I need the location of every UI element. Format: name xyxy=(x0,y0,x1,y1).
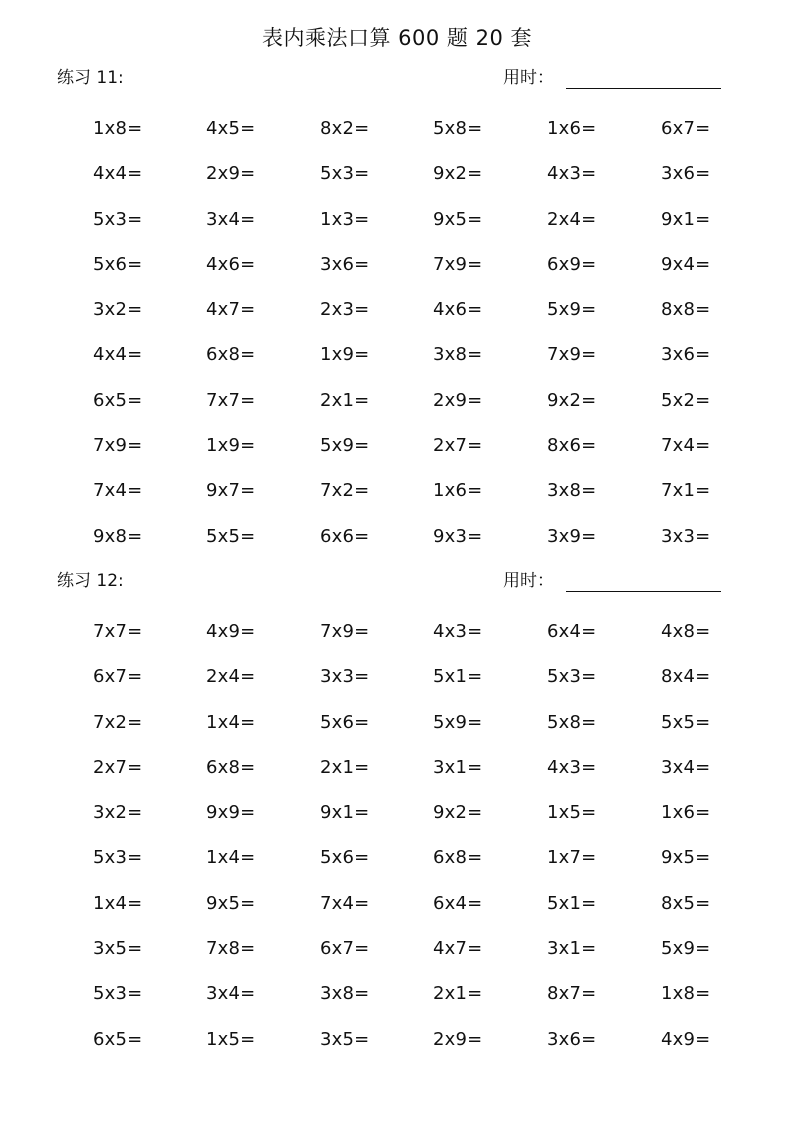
problem-row xyxy=(0,801,794,846)
math-problem: 3x9= xyxy=(547,525,597,547)
math-problem: 3x6= xyxy=(661,344,711,366)
math-problem: 9x1= xyxy=(320,802,370,824)
math-problem: 9x5= xyxy=(661,847,711,869)
math-problem: 5x9= xyxy=(547,299,597,321)
problem-row xyxy=(0,711,794,756)
math-problem: 7x9= xyxy=(93,435,143,457)
problem-row xyxy=(0,937,794,982)
section-header xyxy=(0,569,794,595)
time-label: 用时： xyxy=(503,571,554,591)
math-problem: 9x9= xyxy=(206,802,256,824)
math-problem: 1x8= xyxy=(93,118,143,139)
math-problem: 3x8= xyxy=(547,480,597,502)
math-problem: 6x8= xyxy=(206,344,256,366)
problem-row xyxy=(0,620,794,665)
section-header xyxy=(0,66,794,92)
math-problem: 1x4= xyxy=(93,892,143,914)
math-problem: 9x3= xyxy=(433,525,483,547)
math-problem: 9x7= xyxy=(206,480,256,502)
math-problem: 3x6= xyxy=(661,163,711,185)
math-problem: 2x4= xyxy=(547,208,597,230)
math-problem: 5x5= xyxy=(661,711,711,733)
problem-grid xyxy=(0,620,794,1072)
math-problem: 5x8= xyxy=(433,118,483,139)
math-problem: 2x1= xyxy=(320,756,370,778)
math-problem: 5x5= xyxy=(206,525,256,547)
math-problem: 8x5= xyxy=(661,892,711,914)
math-problem: 7x9= xyxy=(433,253,483,275)
math-problem: 9x2= xyxy=(547,389,597,411)
math-problem: 2x4= xyxy=(206,666,256,688)
math-problem: 7x8= xyxy=(206,938,256,960)
math-problem: 2x1= xyxy=(433,983,483,1005)
math-problem: 3x8= xyxy=(320,983,370,1005)
math-problem: 3x2= xyxy=(93,299,143,321)
math-problem: 7x7= xyxy=(93,621,143,642)
exercise-label: 练习 11: xyxy=(57,68,124,88)
math-problem: 1x8= xyxy=(661,983,711,1005)
math-problem: 1x9= xyxy=(206,435,256,457)
math-problem: 1x6= xyxy=(661,802,711,824)
problem-row xyxy=(0,1028,794,1073)
math-problem: 9x1= xyxy=(661,208,711,230)
math-problem: 1x7= xyxy=(547,847,597,869)
math-problem: 4x9= xyxy=(206,621,256,642)
math-problem: 4x3= xyxy=(433,621,483,642)
math-problem: 8x4= xyxy=(661,666,711,688)
math-problem: 3x4= xyxy=(661,756,711,778)
math-problem: 9x5= xyxy=(433,208,483,230)
math-problem: 5x6= xyxy=(320,711,370,733)
math-problem: 5x6= xyxy=(320,847,370,869)
math-problem: 5x9= xyxy=(661,938,711,960)
math-problem: 6x8= xyxy=(433,847,483,869)
math-problem: 6x9= xyxy=(547,253,597,275)
math-problem: 2x1= xyxy=(320,389,370,411)
math-problem: 6x8= xyxy=(206,756,256,778)
problem-row xyxy=(0,756,794,801)
math-problem: 4x3= xyxy=(547,163,597,185)
math-problem: 5x6= xyxy=(93,253,143,275)
time-label: 用时： xyxy=(503,68,554,88)
math-problem: 3x3= xyxy=(661,525,711,547)
math-problem: 1x6= xyxy=(433,480,483,502)
math-problem: 8x6= xyxy=(547,435,597,457)
problem-row xyxy=(0,892,794,937)
math-problem: 8x7= xyxy=(547,983,597,1005)
math-problem: 9x2= xyxy=(433,802,483,824)
math-problem: 5x8= xyxy=(547,711,597,733)
math-problem: 6x4= xyxy=(547,621,597,642)
math-problem: 3x6= xyxy=(547,1028,597,1050)
math-problem: 4x4= xyxy=(93,344,143,366)
math-problem: 1x4= xyxy=(206,847,256,869)
math-problem: 3x4= xyxy=(206,208,256,230)
math-problem: 1x3= xyxy=(320,208,370,230)
math-problem: 3x5= xyxy=(320,1028,370,1050)
math-problem: 4x3= xyxy=(547,756,597,778)
math-problem: 5x9= xyxy=(433,711,483,733)
problem-row xyxy=(0,389,794,434)
math-problem: 6x7= xyxy=(93,666,143,688)
math-problem: 1x4= xyxy=(206,711,256,733)
math-problem: 5x1= xyxy=(433,666,483,688)
exercise-section-12 xyxy=(0,569,794,1050)
math-problem: 5x3= xyxy=(93,208,143,230)
math-problem: 6x7= xyxy=(320,938,370,960)
math-problem: 7x9= xyxy=(320,621,370,642)
problem-row xyxy=(0,665,794,710)
math-problem: 3x1= xyxy=(547,938,597,960)
problem-grid xyxy=(0,117,794,569)
problem-row xyxy=(0,117,794,162)
math-problem: 4x7= xyxy=(206,299,256,321)
math-problem: 8x2= xyxy=(320,118,370,139)
math-problem: 5x3= xyxy=(93,847,143,869)
math-problem: 5x9= xyxy=(320,435,370,457)
math-problem: 7x2= xyxy=(320,480,370,502)
time-answer-line[interactable] xyxy=(566,591,721,592)
math-problem: 8x8= xyxy=(661,299,711,321)
math-problem: 7x4= xyxy=(320,892,370,914)
math-problem: 9x2= xyxy=(433,163,483,185)
problem-row xyxy=(0,298,794,343)
problem-row xyxy=(0,434,794,479)
math-problem: 1x5= xyxy=(206,1028,256,1050)
problem-row xyxy=(0,479,794,524)
problem-row xyxy=(0,162,794,207)
math-problem: 4x4= xyxy=(93,163,143,185)
math-problem: 5x3= xyxy=(320,163,370,185)
math-problem: 3x5= xyxy=(93,938,143,960)
exercise-section-11 xyxy=(0,66,794,547)
math-problem: 3x2= xyxy=(93,802,143,824)
page-title: 表内乘法口算 600 题 20 套 xyxy=(261,26,532,50)
math-problem: 3x8= xyxy=(433,344,483,366)
math-problem: 5x3= xyxy=(93,983,143,1005)
math-problem: 4x8= xyxy=(661,621,711,642)
math-problem: 7x1= xyxy=(661,480,711,502)
problem-row xyxy=(0,343,794,388)
math-problem: 9x4= xyxy=(661,253,711,275)
math-problem: 2x3= xyxy=(320,299,370,321)
problem-row xyxy=(0,982,794,1027)
problem-row xyxy=(0,846,794,891)
math-problem: 6x5= xyxy=(93,1028,143,1050)
math-problem: 2x9= xyxy=(206,163,256,185)
math-problem: 6x4= xyxy=(433,892,483,914)
math-problem: 4x7= xyxy=(433,938,483,960)
math-problem: 9x8= xyxy=(93,525,143,547)
math-problem: 5x3= xyxy=(547,666,597,688)
math-problem: 7x2= xyxy=(93,711,143,733)
math-problem: 3x4= xyxy=(206,983,256,1005)
exercise-label: 练习 12: xyxy=(57,571,124,591)
math-problem: 3x3= xyxy=(320,666,370,688)
math-problem: 5x1= xyxy=(547,892,597,914)
math-problem: 6x5= xyxy=(93,389,143,411)
math-problem: 4x9= xyxy=(661,1028,711,1050)
math-problem: 7x9= xyxy=(547,344,597,366)
math-problem: 1x5= xyxy=(547,802,597,824)
math-problem: 4x6= xyxy=(206,253,256,275)
problem-row xyxy=(0,253,794,298)
math-problem: 4x6= xyxy=(433,299,483,321)
math-problem: 9x5= xyxy=(206,892,256,914)
math-problem: 4x5= xyxy=(206,118,256,139)
problem-row xyxy=(0,208,794,253)
math-problem: 7x4= xyxy=(93,480,143,502)
time-answer-line[interactable] xyxy=(566,88,721,89)
math-problem: 7x4= xyxy=(661,435,711,457)
math-problem: 3x1= xyxy=(433,756,483,778)
math-problem: 2x7= xyxy=(433,435,483,457)
math-problem: 2x9= xyxy=(433,1028,483,1050)
math-problem: 6x6= xyxy=(320,525,370,547)
math-problem: 6x7= xyxy=(661,118,711,139)
math-problem: 7x7= xyxy=(206,389,256,411)
math-problem: 2x9= xyxy=(433,389,483,411)
math-problem: 1x9= xyxy=(320,344,370,366)
math-problem: 1x6= xyxy=(547,118,597,139)
math-problem: 5x2= xyxy=(661,389,711,411)
math-problem: 2x7= xyxy=(93,756,143,778)
math-problem: 3x6= xyxy=(320,253,370,275)
problem-row xyxy=(0,525,794,570)
